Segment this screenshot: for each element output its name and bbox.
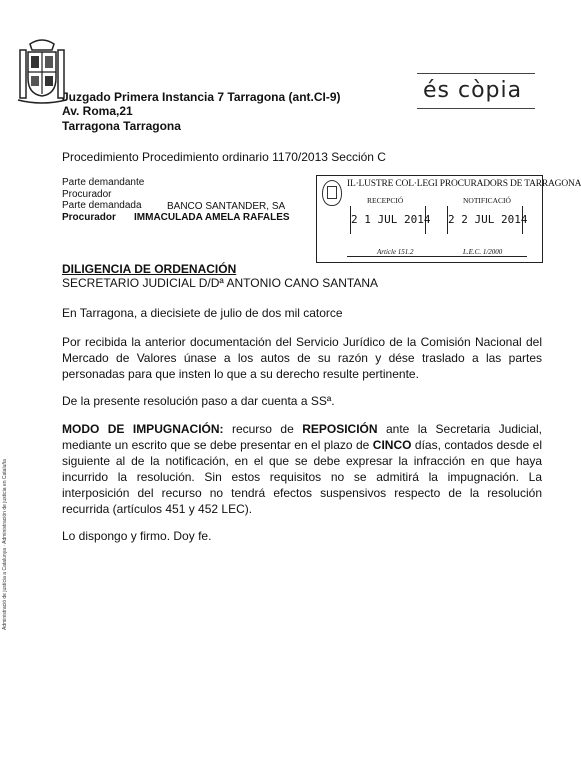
received-stamp-header: IL·LUSTRE COL·LEGI PROCURADORS DE TARRAGONA bbox=[347, 179, 581, 189]
notification-date: 2 2 JUL 2014 bbox=[448, 213, 528, 226]
court-name: Juzgado Primera Instancia 7 Tarragona (ant.CI-9) bbox=[62, 90, 341, 104]
party-label: Procurador bbox=[62, 212, 116, 223]
reception-date-box bbox=[350, 206, 431, 234]
party-value: BANCO SANTANDER, SA bbox=[167, 201, 286, 212]
body-paragraph: Por recibida la anterior documentación del Servicio Jurídico de la Comisión Nacional del Mercado de Valores únase a los autos de su razón y dése traslado a las partes personadas para que insten lo que a su derecho resulte pertinente. bbox=[62, 335, 542, 381]
party-value: IMMACULADA AMELA RAFALES bbox=[134, 212, 290, 223]
court-address: Av. Roma,21 bbox=[62, 104, 133, 118]
party-row bbox=[62, 200, 286, 212]
account-paragraph: De la presente resolución paso a dar cuenta a SSª. bbox=[62, 394, 335, 408]
side-margin-note: Administració de justícia a Catalunya · Administración de justicia en Cataluña bbox=[2, 459, 8, 630]
party-row bbox=[62, 177, 144, 188]
appeal-text: recurso de bbox=[223, 422, 303, 436]
notification-date-box bbox=[447, 206, 528, 234]
party-label: Parte demandante bbox=[62, 177, 145, 188]
reception-date: 2 1 JUL 2014 bbox=[351, 213, 431, 226]
stamp-footer-article: Article 151.2 bbox=[377, 248, 414, 256]
appeal-text: días, contados desde el siguiente al de la notificación, en el que se debe expresar la infracción en que haya incurrido la resolución. Sin estos requisitos no se admitirá la impugnación. La interposición del recurso no tendrá efectos suspensivos respecto de la resolución recurrida (artículos 451 y 452 LEC). bbox=[62, 438, 542, 516]
closing-line: Lo dispongo y firmo. Doy fe. bbox=[62, 529, 212, 543]
appeal-days: CINCO bbox=[372, 438, 412, 452]
appeal-label: MODO DE IMPUGNACIÓN: bbox=[62, 422, 224, 436]
party-row bbox=[62, 212, 290, 223]
appeal-type: REPOSICIÓN bbox=[302, 422, 378, 436]
party-label: Procurador bbox=[62, 189, 112, 200]
received-stamp bbox=[316, 175, 581, 263]
bar-association-seal-icon bbox=[322, 180, 342, 206]
reception-label: RECEPCIÓ bbox=[367, 196, 404, 205]
copy-stamp bbox=[417, 70, 535, 110]
secretary-line: SECRETARIO JUDICIAL D/Dª ANTONIO CANO SANTANA bbox=[62, 276, 379, 290]
copy-stamp-text: és còpia bbox=[423, 78, 523, 103]
coat-of-arms-crest bbox=[16, 38, 68, 108]
appeal-text: ante la Secretaria Judicial, mediante un escrito que se debe presentar en el plazo de bbox=[62, 422, 542, 452]
place-date: En Tarragona, a diecisiete de julio de dos mil catorce bbox=[62, 306, 343, 320]
stamp-footer-law: L.E.C. 1/2000 bbox=[463, 248, 503, 256]
notification-label: NOTIFICACIÓ bbox=[463, 196, 511, 205]
court-city: Tarragona Tarragona bbox=[62, 119, 181, 133]
party-label: Parte demandada bbox=[62, 200, 142, 211]
procedure-line: Procedimiento Procedimiento ordinario 1170/2013 Sección C bbox=[62, 150, 386, 164]
appeal-paragraph bbox=[62, 421, 542, 517]
document-heading: DILIGENCIA DE ORDENACIÓN bbox=[62, 262, 237, 276]
party-row bbox=[62, 189, 111, 200]
